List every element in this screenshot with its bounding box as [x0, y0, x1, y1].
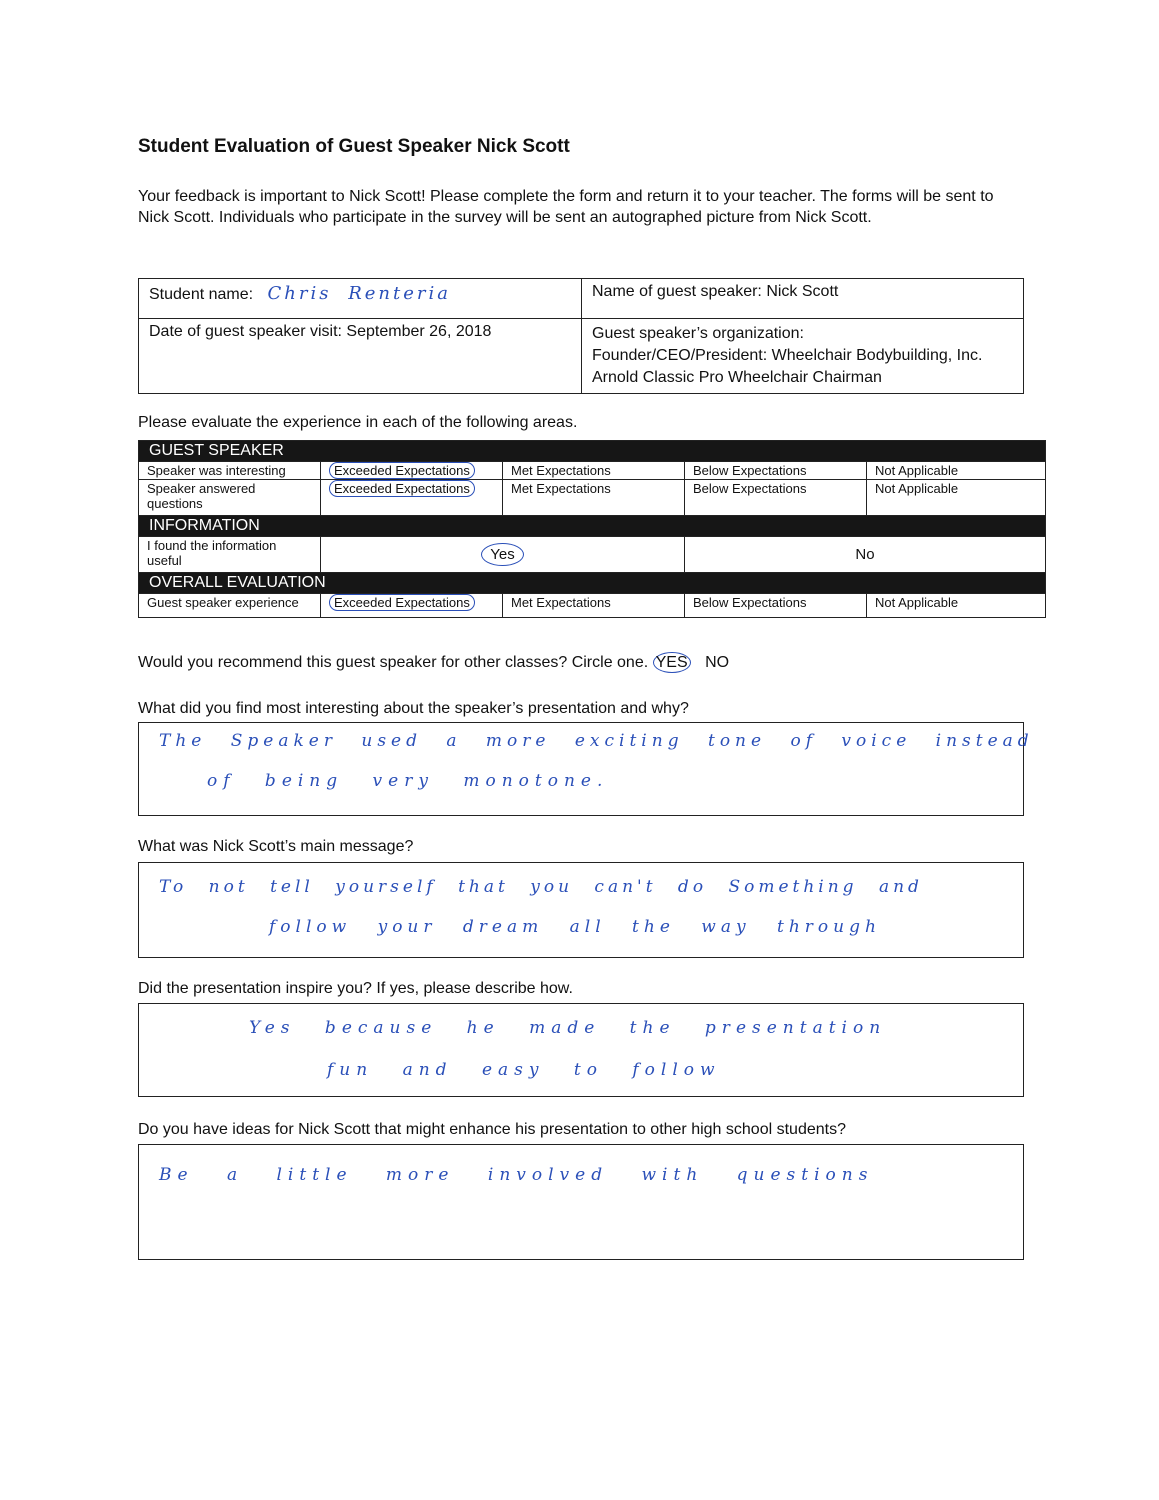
row-label-information-useful: I found the information useful	[139, 537, 321, 573]
option-label: Yes	[481, 543, 523, 566]
speaker-name-label: Name of guest speaker: Nick Scott	[592, 283, 839, 300]
section-heading-guest-speaker: GUEST SPEAKER	[139, 441, 1046, 462]
student-name-label: Student name:	[149, 286, 254, 303]
recommend-question-line	[138, 654, 729, 672]
intro-paragraph: Your feedback is important to Nick Scott! Please complete the form and return it to your teacher. The forms will be sent to Nick Scott. Individuals who participate in the survey will be sent an autographed picture from Nick Scott.	[138, 188, 994, 226]
row-label-speaker-interesting: Speaker was interesting	[139, 462, 321, 480]
organization-label: Guest speaker’s organization:	[592, 325, 804, 342]
question-1: What did you find most interesting about the speaker’s presentation and why?	[138, 700, 689, 717]
row-label-speaker-answered: Speaker answered questions	[139, 480, 321, 516]
option-exceeded-interesting[interactable]	[321, 462, 503, 480]
answer-1-line-2: of being very monotone.	[207, 771, 609, 791]
option-exceeded-overall[interactable]	[321, 594, 503, 618]
option-met-answered[interactable]: Met Expectations	[503, 480, 685, 516]
section-heading-overall: OVERALL EVALUATION	[139, 573, 1046, 594]
recommend-no-option[interactable]: NO	[705, 654, 730, 671]
info-table	[138, 278, 1024, 394]
recommend-yes-option[interactable]: YES	[653, 652, 691, 673]
form-title: Student Evaluation of Guest Speaker Nick Scott	[138, 136, 570, 157]
visit-date-cell	[139, 319, 582, 394]
option-label: Exceeded Expectations	[329, 594, 475, 611]
answer-box-2[interactable]	[138, 862, 1024, 958]
answer-2-line-2: follow your dream all the way through	[269, 917, 881, 937]
option-label: Exceeded Expectations	[329, 462, 475, 479]
option-label: Exceeded Expectations	[329, 480, 475, 497]
option-met-overall[interactable]: Met Expectations	[503, 594, 685, 618]
question-4: Do you have ideas for Nick Scott that might enhance his presentation to other high school students?	[138, 1121, 846, 1138]
visit-date-label: Date of guest speaker visit: September 26, 2018	[149, 323, 492, 340]
option-na-interesting[interactable]: Not Applicable	[867, 462, 1046, 480]
question-3: Did the presentation inspire you? If yes, please describe how.	[138, 980, 573, 997]
question-2: What was Nick Scott’s main message?	[138, 838, 414, 855]
option-met-interesting[interactable]: Met Expectations	[503, 462, 685, 480]
answer-4-line-1: Be a little more involved with questions	[159, 1165, 874, 1185]
option-below-overall[interactable]: Below Expectations	[685, 594, 867, 618]
organization-cell	[582, 319, 1024, 394]
option-yes-information[interactable]	[321, 537, 685, 573]
organization-line-1: Founder/CEO/President: Wheelchair Bodybuilding, Inc.	[592, 347, 983, 364]
row-label-overall-experience: Guest speaker experience	[139, 594, 321, 618]
option-exceeded-answered[interactable]	[321, 480, 503, 516]
option-below-answered[interactable]: Below Expectations	[685, 480, 867, 516]
organization-line-2: Arnold Classic Pro Wheelchair Chairman	[592, 369, 882, 386]
answer-3-line-1: Yes because he made the presentation	[249, 1018, 887, 1038]
student-name-cell[interactable]	[139, 279, 582, 319]
student-name-handwriting: Chris Renteria	[267, 283, 451, 304]
option-no-information[interactable]: No	[685, 537, 1046, 573]
evaluation-intro: Please evaluate the experience in each of the following areas.	[138, 414, 578, 431]
evaluation-table	[138, 440, 1046, 618]
section-heading-information: INFORMATION	[139, 516, 1046, 537]
option-na-answered[interactable]: Not Applicable	[867, 480, 1046, 516]
recommend-question: Would you recommend this guest speaker for other classes? Circle one.	[138, 654, 649, 671]
answer-2-line-1: To not tell yourself that you can't do Something and	[159, 877, 923, 897]
option-below-interesting[interactable]: Below Expectations	[685, 462, 867, 480]
answer-box-3[interactable]	[138, 1003, 1024, 1097]
answer-box-1[interactable]	[138, 722, 1034, 816]
answer-box-4[interactable]	[138, 1144, 1024, 1260]
answer-3-line-2: fun and easy to follow	[327, 1060, 721, 1080]
option-na-overall[interactable]: Not Applicable	[867, 594, 1046, 618]
answer-1-line-1: The Speaker used a more exciting tone of voice instead	[159, 731, 1034, 751]
speaker-name-cell	[582, 279, 1024, 319]
